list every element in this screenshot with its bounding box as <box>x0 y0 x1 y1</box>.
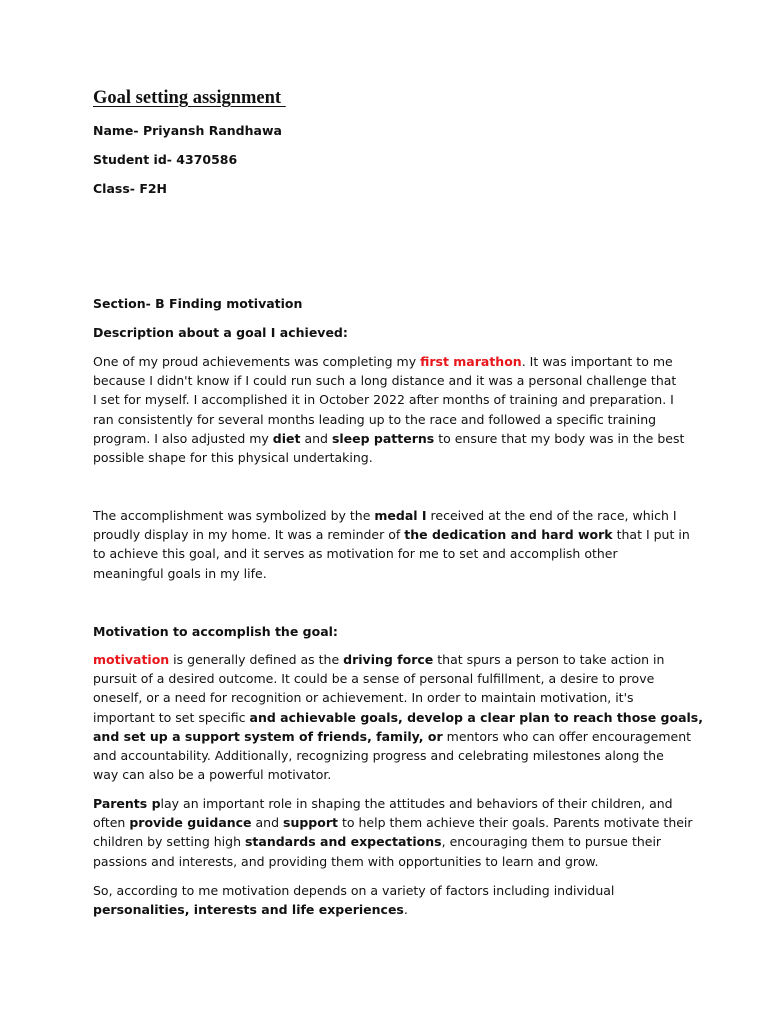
paragraph-line: I set for myself. I accomplished it in October 2022 after months of training and preparation. I <box>93 392 674 408</box>
document-title: Goal setting assignment <box>93 88 286 108</box>
paragraph-line: ran consistently for several months leading up to the race and followed a specific training <box>93 411 657 427</box>
motivation-heading: Motivation to accomplish the goal: <box>93 624 338 639</box>
section-heading: Section- B Finding motivation <box>93 296 303 311</box>
paragraph-line: way can also be a powerful motivator. <box>93 767 332 783</box>
paragraph-line: possible shape for this physical undertaking. <box>93 450 373 466</box>
paragraph-line: because I didn't know if I could run such a long distance and it was a personal challenge that <box>93 373 677 389</box>
paragraph-line: Parents play an important role in shaping the attitudes and behaviors of their children, and <box>93 796 673 811</box>
paragraph-parents <box>93 794 693 871</box>
paragraph-line: to achieve this goal, and it serves as motivation for me to set and accomplish other <box>93 546 618 562</box>
paragraph-line: personalities, interests and life experiences. <box>93 902 408 918</box>
paragraph-line: important to set specific and achievable goals, develop a clear plan to reach those goals, <box>93 709 703 725</box>
highlight-first-marathon: first marathon <box>420 354 522 369</box>
paragraph-line: and set up a support system of friends, family, or mentors who can offer encouragement <box>93 728 692 744</box>
student-id: Student id- 4370586 <box>93 152 238 167</box>
paragraph-line: The accomplishment was symbolized by the medal I received at the end of the race, which I <box>93 508 677 523</box>
description-heading: Description about a goal I achieved: <box>93 325 348 340</box>
paragraph-line: meaningful goals in my life. <box>93 565 267 581</box>
paragraph-accomplishment <box>93 506 690 583</box>
paragraph-line: pursuit of a desired outcome. It could be a sense of personal fulfillment, a desire to prove <box>93 671 655 687</box>
highlight-motivation: motivation <box>93 652 170 667</box>
paragraph-line: So, according to me motivation depends on a variety of factors including individual <box>93 883 615 898</box>
paragraph-line: One of my proud achievements was completing my first marathon. It was important to me <box>93 354 673 369</box>
paragraph-line: and accountability. Additionally, recognizing progress and celebrating milestones along the <box>93 748 664 764</box>
paragraph-line: oneself, or a need for recognition or achievement. In order to maintain motivation, it's <box>93 690 634 706</box>
paragraph-line: often provide guidance and support to help them achieve their goals. Parents motivate their <box>93 815 693 831</box>
paragraph-achievement <box>93 352 683 467</box>
student-name: Name- Priyansh Randhawa <box>93 123 282 138</box>
student-class: Class- F2H <box>93 181 168 196</box>
paragraph-line: program. I also adjusted my diet and sleep patterns to ensure that my body was in the best <box>93 430 685 446</box>
paragraph-line: motivation is generally defined as the driving force that spurs a person to take action in <box>93 652 665 667</box>
paragraph-line: passions and interests, and providing them with opportunities to learn and grow. <box>93 853 599 869</box>
paragraph-line: children by setting high standards and expectations, encouraging them to pursue their <box>93 834 662 850</box>
paragraph-conclusion <box>93 881 683 919</box>
paragraph-motivation <box>93 650 703 784</box>
paragraph-line: proudly display in my home. It was a reminder of the dedication and hard work that I put in <box>93 527 690 543</box>
